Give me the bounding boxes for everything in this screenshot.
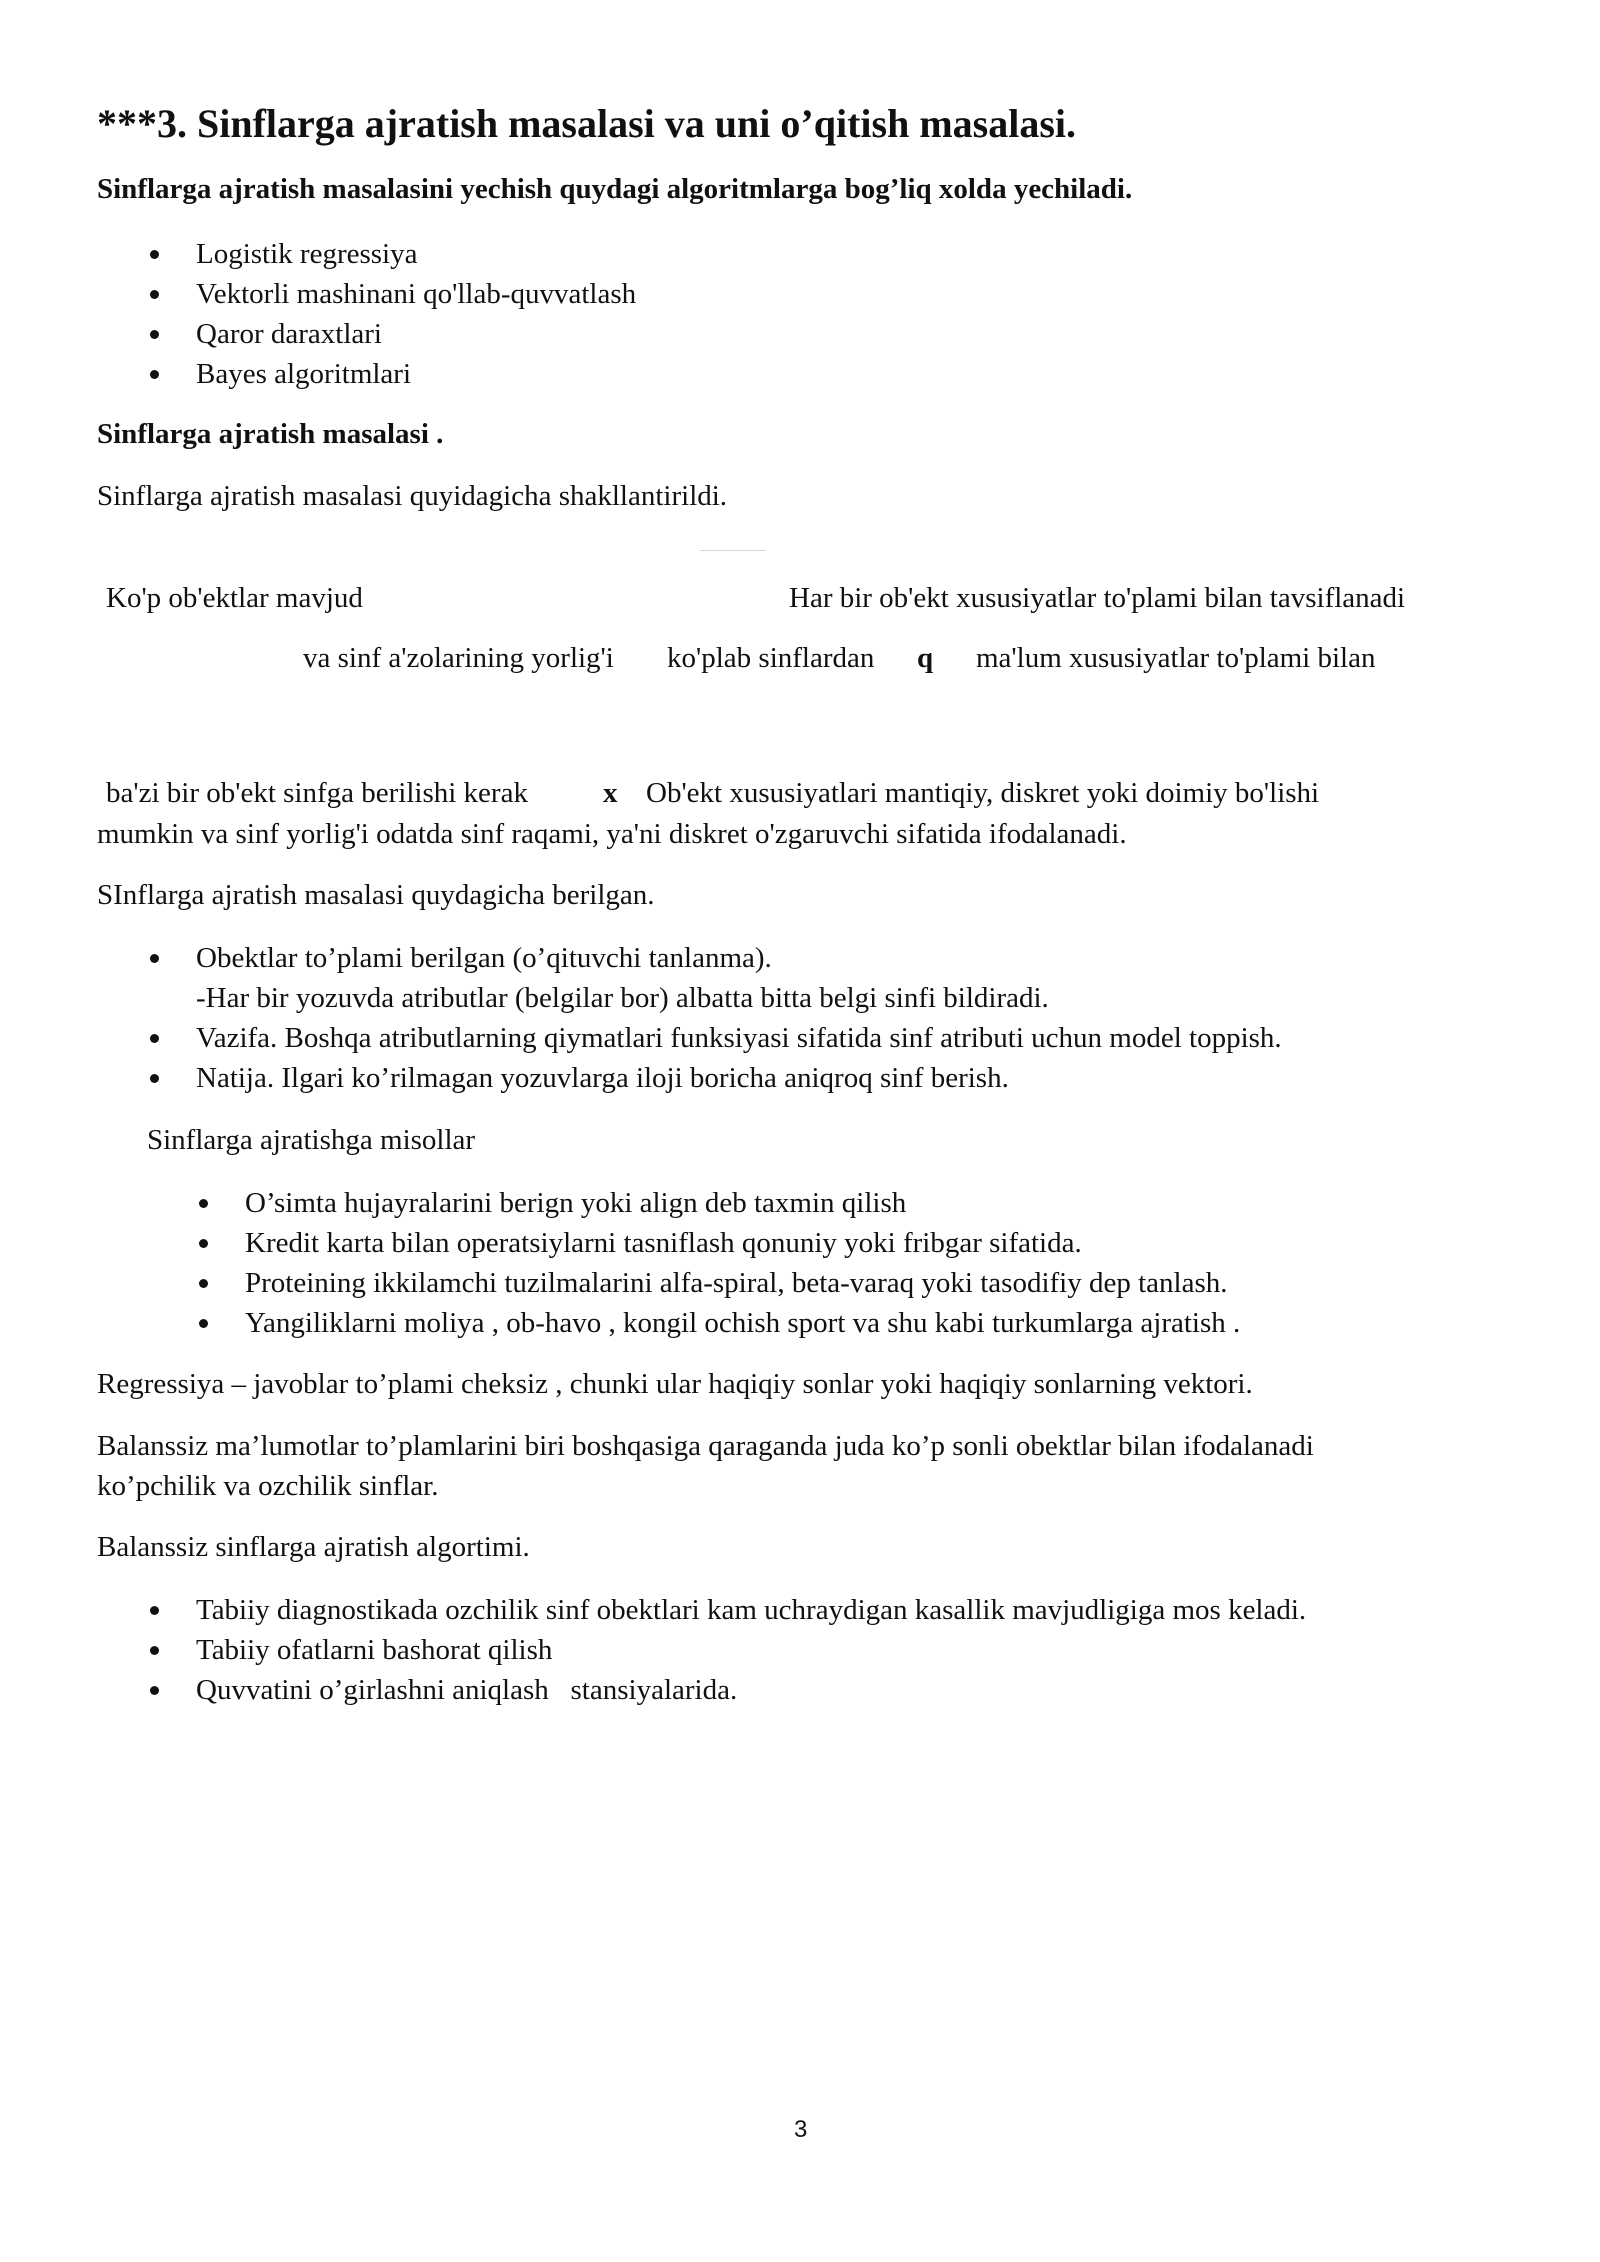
bullet-icon [150,954,159,963]
list-item: Quvvatini o’girlashni aniqlash stansiyalarida. [196,1670,1306,1710]
list-item: Proteining ikkilamchi tuzilmalarini alfa-spiral, beta-varaq yoki tasodifiy dep tanlash. [245,1263,1240,1303]
diagram-mid-right: ma'lum xususiyatlar to'plami bilan [976,642,1376,674]
bullet-icon [150,250,159,259]
diagram-mid-left: va sinf a'zolarining yorlig'i [303,642,614,674]
bullet-icon [150,290,159,299]
list-item: Tabiiy diagnostikada ozchilik sinf obektlari kam uchraydigan kasallik mavjudligiga mos keladi. [196,1590,1306,1630]
page-title: ***3. Sinflarga ajratish masalasi va uni o’qitish masalasi. [97,101,1077,146]
list-item: Vazifa. Boshqa atributlarning qiymatlari funksiyasi sifatida sinf atributi uchun model toppish. [196,1018,1282,1058]
section-subtitle: Sinflarga ajratish masalasini yechish quydagi algoritmlarga bog’liq xolda yechiladi. [97,173,1133,205]
given-list [196,938,1282,1098]
bullet-icon [199,1319,208,1328]
bullet-icon [150,1646,159,1655]
bullet-icon [150,1074,159,1083]
bullet-icon [199,1239,208,1248]
bullet-icon [150,370,159,379]
bullet-icon [150,1606,159,1615]
imbalanced-list [196,1590,1306,1710]
diagram-mid-center: ko'plab sinflardan [667,642,875,674]
diagram-q-symbol: q [917,642,934,674]
bullet-icon [150,1034,159,1043]
list-item: Vektorli mashinani qo'llab-quvvatlash [196,274,636,314]
page-number: 3 [794,2116,808,2143]
algorithm-list [196,234,636,394]
object-para-a: ba'zi bir ob'ekt sinfga berilishi kerak [106,777,528,809]
imbalanced-heading: Balanssiz sinflarga ajratish algortimi. [97,1531,530,1563]
bullet-icon [150,1686,159,1695]
list-item: O’simta hujayralarini berign yoki align deb taxmin qilish [245,1183,1240,1223]
diagram-right-top: Har bir ob'ekt xususiyatlar to'plami bilan tavsiflanadi [789,582,1406,614]
bullet-icon [199,1279,208,1288]
bullet-icon [150,330,159,339]
list-item: Obektlar to’plami berilgan (o’qituvchi tanlanma). -Har bir yozuvda atributlar (belgilar bor) albatta bitta belgi sinfi bildiradi. [196,938,1282,1018]
list-item: Bayes algoritmlari [196,354,636,394]
examples-list [245,1183,1240,1343]
divider [700,550,766,551]
list-item: Tabiiy ofatlarni bashorat qilish [196,1630,1306,1670]
list-item: Kredit karta bilan operatsiylarni tasniflash qonuniy yoki fribgar sifatida. [245,1223,1240,1263]
imbalanced-line-2: ko’pchilik va ozchilik sinflar. [97,1470,439,1502]
examples-heading: Sinflarga ajratishga misollar [147,1124,476,1156]
imbalanced-line-1: Balanssiz ma’lumotlar to’plamlarini biri boshqasiga qaraganda juda ko’p sonli obektlar bilan ifodalanadi [97,1430,1314,1462]
given-heading: SInflarga ajratish masalasi quydagicha berilgan. [97,879,655,911]
section-intro: Sinflarga ajratish masalasi quyidagicha shakllantirildi. [97,480,728,512]
list-item: Yangiliklarni moliya , ob-havo , kongil ochish sport va shu kabi turkumlarga ajratish . [245,1303,1240,1343]
list-item: Natija. Ilgari ko’rilmagan yozuvlarga iloji boricha aniqroq sinf berish. [196,1058,1282,1098]
diagram-left-top: Ko'p ob'ektlar mavjud [106,582,363,614]
section-heading: Sinflarga ajratish masalasi . [97,418,444,450]
bullet-icon [199,1199,208,1208]
regression-paragraph: Regressiya – javoblar to’plami cheksiz , chunki ular haqiqiy sonlar yoki haqiqiy sonlarning vektori. [97,1368,1253,1400]
list-item: Qaror daraxtlari [196,314,636,354]
object-x-symbol: x [603,777,618,809]
object-para-c: mumkin va sinf yorlig'i odatda sinf raqami, ya'ni diskret o'zgaruvchi sifatida ifodalanadi. [97,818,1127,850]
object-para-b: Ob'ekt xususiyatlari mantiqiy, diskret yoki doimiy bo'lishi [646,777,1320,809]
list-item: Logistik regressiya [196,234,636,274]
